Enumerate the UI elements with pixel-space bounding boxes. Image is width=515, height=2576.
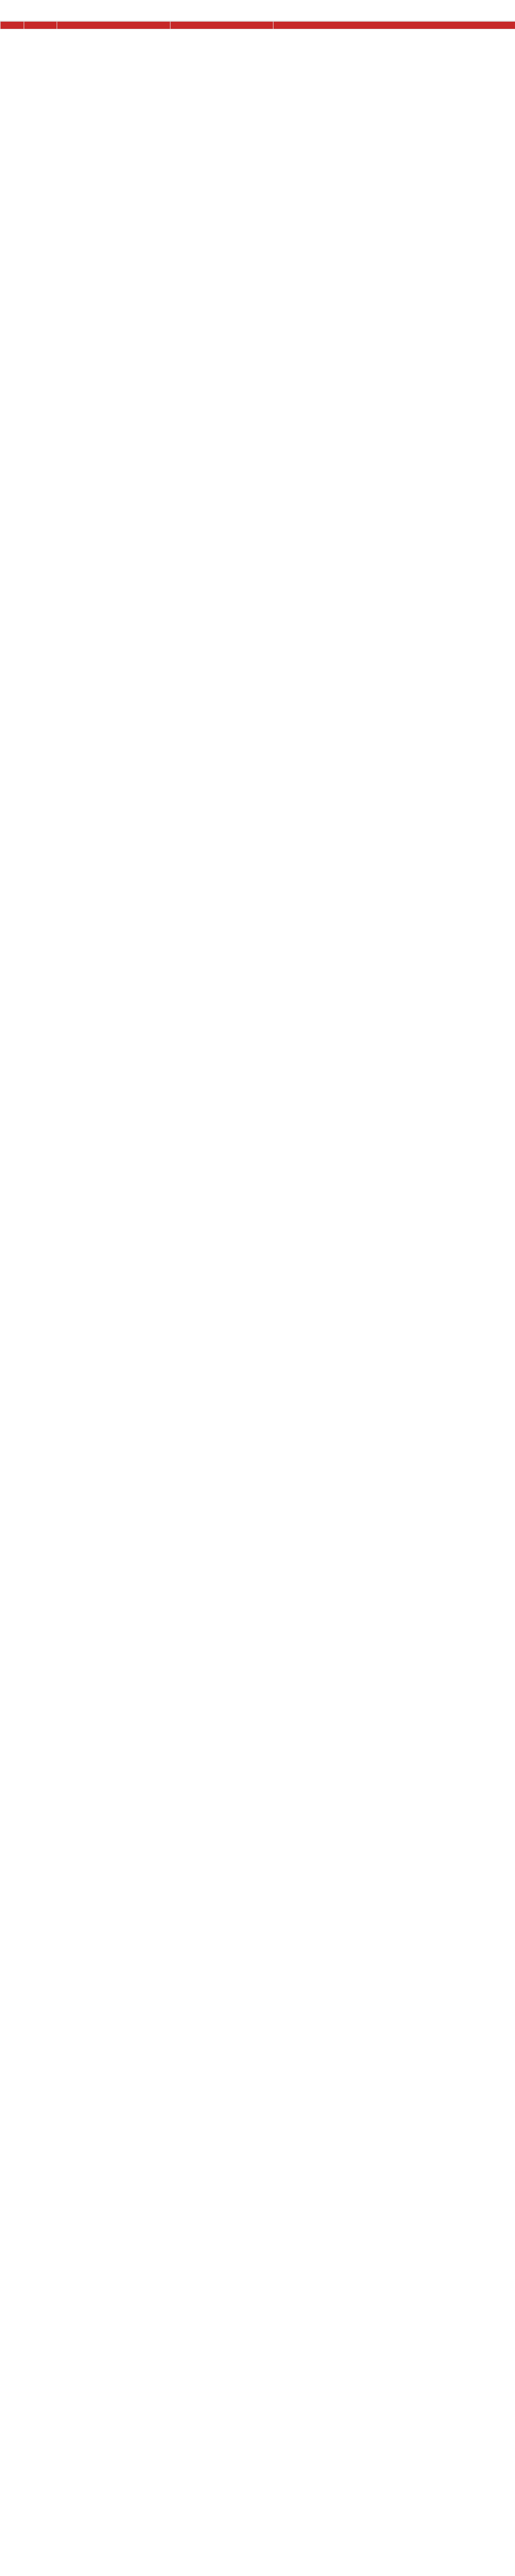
page-title — [0, 0, 515, 3]
page-header — [0, 0, 515, 21]
column-header-no — [1, 22, 24, 29]
list-table — [0, 21, 515, 29]
table-header-row — [1, 22, 515, 29]
column-header-org — [170, 22, 273, 29]
column-header-topic — [273, 22, 515, 29]
column-header-code — [24, 22, 57, 29]
column-header-name — [57, 22, 170, 29]
